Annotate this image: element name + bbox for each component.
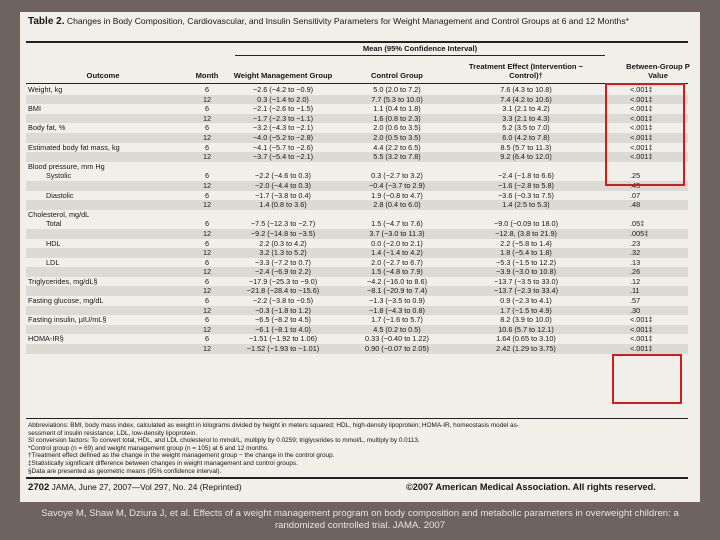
- cell-control: 4.5 (0.2 to 0.5): [373, 324, 421, 334]
- cell-p-value: .13: [630, 257, 641, 267]
- cell-treatment-effect: −1.6 (−2.8 to 5.8): [498, 180, 554, 190]
- cell-p-value: <.001‡: [630, 334, 653, 344]
- table-row: [26, 248, 688, 258]
- cell-p-value: <.001‡: [630, 344, 653, 354]
- cell-control: 2.0 (−2.7 to 6.7): [371, 257, 423, 267]
- cell-treatment-effect: 8.2 (3.9 to 10.0): [500, 315, 552, 325]
- table-row: [26, 277, 688, 287]
- cell-p-value: .57: [630, 296, 641, 306]
- cell-treatment-effect: −13.7 (−2.3 to 33.4): [493, 286, 559, 296]
- cell-outcome: Weight, kg: [28, 85, 63, 94]
- cell-control: 1.5 (−4.8 to 7.9): [371, 267, 423, 277]
- cell-treatment-effect: 6.0 (4.2 to 7.8): [502, 132, 550, 142]
- column-headers: [26, 56, 688, 82]
- table-row: [26, 162, 688, 172]
- page-footer-left: [28, 482, 242, 493]
- cell-control: 2.0 (0.6 to 3.5): [373, 123, 421, 133]
- cell-control: −1.8 (−4.3 to 0.8): [369, 305, 425, 315]
- cell-control: −1.3 (−3.5 to 0.9): [369, 296, 425, 306]
- table-row: [26, 152, 688, 162]
- cell-weight-management: −6.1 (−8.1 to 4.0): [255, 324, 311, 334]
- table-row: [26, 306, 688, 316]
- cell-weight-management: −2.4 (−6.9 to 2.2): [255, 267, 311, 277]
- cell-p-value: <.001‡: [630, 324, 653, 334]
- cell-p-value: <.001‡: [630, 94, 653, 104]
- cell-month: 6: [204, 190, 210, 200]
- cell-control: 1.6 (0.8 to 2.3): [373, 113, 421, 123]
- cell-weight-management: −3.3 (−7.2 to 0.7): [255, 257, 311, 267]
- cell-month: 6: [204, 142, 210, 152]
- cell-month: 12: [202, 152, 212, 162]
- cell-p-value: <.001‡: [630, 152, 653, 162]
- cell-treatment-effect: −3.9 (−3.0 to 10.8): [495, 267, 557, 277]
- cell-p-value: <.001‡: [630, 113, 653, 123]
- mean-ci-header: Mean (95% Confidence Interval): [362, 44, 478, 53]
- cell-month: 12: [202, 324, 212, 334]
- cell-outcome: Systolic: [46, 171, 72, 181]
- slide-citation: Savoye M, Shaw M, Dziura J, et al. Effects of a weight management program on body composition and metabolic parameters in overweight children: a randomized controlled trial. JAMA. 2007: [41, 508, 679, 531]
- cell-control: −8.1 (−20.9 to 7.4): [366, 286, 428, 296]
- table-row: [26, 334, 688, 344]
- cell-weight-management: −4.1 (−5.7 to −2.6): [252, 142, 314, 152]
- cell-outcome: Body fat, %: [28, 123, 66, 133]
- cell-treatment-effect: 1.8 (−5.4 to 1.8): [500, 248, 552, 258]
- cell-weight-management: −1.51 (−1.92 to 1.06): [248, 334, 318, 344]
- table-row: [26, 171, 688, 181]
- cell-weight-management: 1.4 (0.8 to 3.6): [259, 200, 307, 210]
- cell-p-value: <.001‡: [630, 85, 653, 94]
- cell-month: 12: [202, 305, 212, 315]
- col-p-value: Between-Group P Value: [626, 62, 690, 80]
- cell-p-value: <.001‡: [630, 315, 653, 325]
- cell-outcome: Estimated body fat mass, kg: [28, 142, 120, 152]
- cell-weight-management: 3.2 (1.3 to 5.2): [259, 248, 307, 258]
- cell-treatment-effect: 2.2 (−5.8 to 1.4): [500, 238, 552, 248]
- cell-weight-management: 2.2 (0.3 to 4.2): [259, 238, 307, 248]
- cell-outcome: HOMA-IR§: [28, 334, 64, 344]
- cell-month: 12: [202, 94, 212, 104]
- rule-top: [26, 41, 688, 43]
- cell-month: 6: [204, 296, 210, 306]
- cell-weight-management: −7.5 (−12.3 to −2.7): [250, 219, 316, 229]
- cell-weight-management: −9.2 (−14.8 to −3.5): [250, 228, 316, 238]
- cell-outcome: Fasting glucose, mg/dL: [28, 296, 104, 306]
- cell-treatment-effect: 1.7 (−1.5 to 4.9): [500, 305, 552, 315]
- cell-control: 2.8 (0.4 to 6.0): [373, 200, 421, 210]
- cell-weight-management: −1.7 (−3.8 to 0.4): [255, 190, 311, 200]
- cell-month: 12: [202, 200, 212, 210]
- cell-treatment-effect: 10.6 (5.7 to 12.1): [498, 324, 554, 334]
- cell-weight-management: −3.7 (−5.4 to −2.1): [252, 152, 314, 162]
- cell-treatment-effect: 7.6 (4.3 to 10.8): [500, 85, 552, 94]
- table-row: [26, 267, 688, 277]
- cell-outcome: Triglycerides, mg/dL§: [28, 276, 98, 286]
- cell-month: 12: [202, 344, 212, 354]
- table-caption: Changes in Body Composition, Cardiovascular, and Insulin Sensitivity Parameters for Weight Management and Control Groups at 6 and 12 Months*: [66, 16, 629, 26]
- cell-month: 6: [204, 257, 210, 267]
- col-outcome: Outcome: [86, 70, 120, 80]
- cell-treatment-effect: −13.7 (−3.5 to 33.0): [493, 276, 559, 286]
- cell-control: 2.0 (0.5 to 3.5): [373, 132, 421, 142]
- cell-treatment-effect: 1.64 (0.65 to 3.10): [496, 334, 556, 344]
- cell-weight-management: −17.9 (−25.3 to −9.0): [248, 276, 318, 286]
- cell-weight-management: −2.0 (−4.4 to 0.3): [255, 180, 311, 190]
- journal-citation: JAMA, June 27, 2007—Vol 297, No. 24 (Reprinted): [51, 482, 242, 492]
- cell-month: 12: [202, 228, 212, 238]
- cell-p-value: <.001‡: [630, 132, 653, 142]
- table-row: [26, 239, 688, 249]
- cell-treatment-effect: −12.8, (3.8 to 21.9): [495, 228, 557, 238]
- cell-weight-management: −0.3 (−1.8 to 1.2): [255, 305, 311, 315]
- cell-control: 0.0 (−2.0 to 2.1): [371, 238, 423, 248]
- table-row: [26, 258, 688, 268]
- cell-control: 1.4 (−1.4 to 4.2): [371, 248, 423, 258]
- table-row: [26, 123, 688, 133]
- cell-weight-management: −3.2 (−4.3 to −2.1): [252, 123, 314, 133]
- cell-p-value: .07: [630, 190, 641, 200]
- cell-month: 12: [202, 248, 212, 258]
- cell-control: 0.33 (−0.40 to 1.22): [365, 334, 429, 344]
- cell-treatment-effect: 1.4 (2.5 to 5.3): [502, 200, 550, 210]
- cell-p-value: .32: [630, 248, 641, 258]
- cell-month: 6: [204, 171, 210, 181]
- highlight-box-bottom: [612, 354, 682, 404]
- cell-p-value: .45: [630, 180, 641, 190]
- footnote-line: †Treatment effect defined as the change in the weight management group − the change in the control group.: [28, 452, 335, 460]
- cell-treatment-effect: 5.2 (3.5 to 7.0): [502, 123, 550, 133]
- table-row: [26, 191, 688, 201]
- cell-p-value: .11: [630, 286, 640, 296]
- cell-control: 3.7 (−3.0 to 11.3): [369, 228, 425, 238]
- cell-p-value: .48: [630, 200, 641, 210]
- footnote-line: §Data are presented as geometric means (95% confidence interval).: [28, 467, 222, 475]
- table-row: [26, 200, 688, 210]
- cell-control: 1.9 (−0.8 to 4.7): [371, 190, 423, 200]
- table-row: [26, 210, 688, 220]
- table-row: [26, 143, 688, 153]
- cell-control: 5.0 (2.0 to 7.2): [373, 85, 421, 94]
- cell-control: 1.5 (−4.7 to 7.6): [371, 219, 423, 229]
- cell-month: 12: [202, 180, 212, 190]
- cell-month: 12: [202, 267, 212, 277]
- table-row: [26, 133, 688, 143]
- table-row: [26, 104, 688, 114]
- table-row: [26, 95, 688, 105]
- cell-weight-management: 0.3 (−1.4 to 2.0): [257, 94, 309, 104]
- journal-table-page: [20, 12, 700, 502]
- cell-outcome: BMI: [28, 104, 41, 114]
- table-row: [26, 344, 688, 354]
- cell-control: 7.7 (5.3 to 10.0): [371, 94, 423, 104]
- cell-control: −0.4 (−3.7 to 2.9): [369, 180, 425, 190]
- cell-control: −4.2 (−16.0 to 8.6): [366, 276, 428, 286]
- table-row: [26, 85, 688, 95]
- cell-outcome: HDL: [46, 238, 61, 248]
- cell-weight-management: −2.2 (−4.6 to 0.3): [255, 171, 311, 181]
- cell-treatment-effect: −2.4 (−1.8 to 6.6): [498, 171, 554, 181]
- cell-treatment-effect: 7.4 (4.2 to 10.6): [500, 94, 552, 104]
- table-row: [26, 325, 688, 335]
- cell-control: 5.5 (3.2 to 7.8): [373, 152, 421, 162]
- cell-month: 6: [204, 123, 210, 133]
- cell-weight-management: −4.0 (−5.2 to −2.8): [252, 132, 314, 142]
- table-row: [26, 229, 688, 239]
- cell-control: 4.4 (2.2 to 6.5): [373, 142, 421, 152]
- cell-treatment-effect: −9.0 (−0.09 to 18.0): [493, 219, 559, 229]
- cell-month: 6: [204, 334, 210, 344]
- cell-p-value: .25: [630, 171, 641, 181]
- cell-month: 12: [202, 113, 212, 123]
- cell-outcome: Fasting insulin, µIU/mL§: [28, 315, 107, 325]
- cell-weight-management: −21.8 (−28.4 to −15.6): [246, 286, 320, 296]
- cell-control: 1.1 (0.4 to 1.8): [373, 104, 421, 114]
- cell-p-value: .005‡: [630, 228, 649, 238]
- table-body: [26, 85, 688, 354]
- cell-treatment-effect: 0.9 (−2.3 to 4.1): [500, 296, 552, 306]
- cell-month: 12: [202, 132, 212, 142]
- col-control: Control Group: [371, 70, 423, 80]
- cell-month: 6: [204, 276, 210, 286]
- cell-p-value: <.001‡: [630, 142, 653, 152]
- cell-weight-management: −2.1 (−2.6 to −1.5): [252, 104, 314, 114]
- cell-treatment-effect: 3.1 (2.1 to 4.2): [502, 104, 550, 114]
- cell-treatment-effect: 2.42 (1.29 to 3.75): [496, 344, 556, 354]
- cell-p-value: .12: [630, 276, 641, 286]
- footnote-line: SI conversion factors: To convert total, HDL, and LDL cholesterol to mmol/L, multiply by 0.0259; triglycerides to mmol/L, multiply by 0.0113.: [28, 437, 420, 445]
- cell-weight-management: −2.2 (−3.8 to −0.5): [252, 296, 314, 306]
- cell-month: 6: [204, 219, 210, 229]
- cell-weight-management: −2.6 (−4.2 to −0.9): [252, 85, 314, 94]
- cell-p-value: .05‡: [630, 219, 645, 229]
- table-title: [28, 16, 692, 28]
- cell-month: 6: [204, 104, 210, 114]
- cell-month: 6: [204, 238, 210, 248]
- cell-treatment-effect: 3.3 (2.1 to 4.3): [502, 113, 550, 123]
- cell-month: 12: [202, 286, 212, 296]
- rule-header: [26, 83, 688, 84]
- highlight-box-top: [605, 83, 685, 186]
- cell-control: 1.7 (−1.6 to 5.7): [371, 315, 423, 325]
- cell-weight-management: −1.52 (−1.93 to −1.01): [246, 344, 320, 354]
- cell-outcome: LDL: [46, 257, 60, 267]
- cell-treatment-effect: 9.2 (6.4 to 12.0): [500, 152, 552, 162]
- cell-weight-management: −1.7 (−2.3 to −1.1): [252, 113, 314, 123]
- rule-bottom: [26, 418, 688, 419]
- copyright: ©2007 American Medical Association. All rights reserved.: [406, 482, 656, 492]
- col-weight-management: Weight Management Group: [233, 70, 333, 80]
- table-row: [26, 219, 688, 229]
- cell-treatment-effect: 8.5 (5.7 to 11.3): [500, 142, 552, 152]
- table-row: [26, 296, 688, 306]
- cell-treatment-effect: −3.6 (−0.3 to 7.5): [498, 190, 554, 200]
- table-label: Table 2.: [28, 16, 65, 27]
- cell-outcome: Cholesterol, mg/dL: [28, 209, 90, 219]
- cell-treatment-effect: −5.3 (−1.5 to 12.2): [495, 257, 557, 267]
- cell-control: 0.90 (−0.07 to 2.05): [365, 344, 429, 354]
- table-footnotes: [28, 422, 692, 475]
- cell-p-value: .23: [630, 238, 641, 248]
- cell-month: 6: [204, 85, 210, 94]
- table-row: [26, 315, 688, 325]
- cell-weight-management: −6.5 (−8.2 to 4.5): [255, 315, 311, 325]
- footnote-line: ‡Statistically significant difference between changes in weight management and control groups.: [28, 459, 298, 467]
- cell-control: 0.3 (−2.7 to 3.2): [371, 171, 423, 181]
- table-row: [26, 181, 688, 191]
- table-row: [26, 114, 688, 124]
- cell-p-value: <.001‡: [630, 123, 653, 133]
- cell-outcome: Total: [46, 219, 62, 229]
- cell-p-value: <.001‡: [630, 104, 653, 114]
- page-number: 2702: [28, 482, 50, 493]
- footnote-line: sessment of insulin resistance; LDL, low-density lipoprotein.: [28, 429, 198, 437]
- cell-p-value: .26: [630, 267, 641, 277]
- footnote-line: Abbreviations: BMI, body mass index, calculated as weight in kilograms divided by height in meters squared; HDL, high-density lipoprotein; HOMA-IR, homeostasis model as-: [28, 422, 519, 429]
- col-month: Month: [195, 70, 219, 80]
- cell-outcome: Blood pressure, mm Hg: [28, 161, 105, 171]
- col-treatment-effect: Treatment Effect (Intervention − Control)†: [468, 62, 584, 80]
- cell-p-value: .30: [630, 305, 641, 315]
- cell-outcome: Diastolic: [46, 190, 74, 200]
- cell-month: 6: [204, 315, 210, 325]
- footnote-line: *Control group (n = 69) and weight management group (n = 105) at 6 and 12 months.: [28, 444, 269, 452]
- rule-footer: [26, 477, 688, 479]
- table-row: [26, 286, 688, 296]
